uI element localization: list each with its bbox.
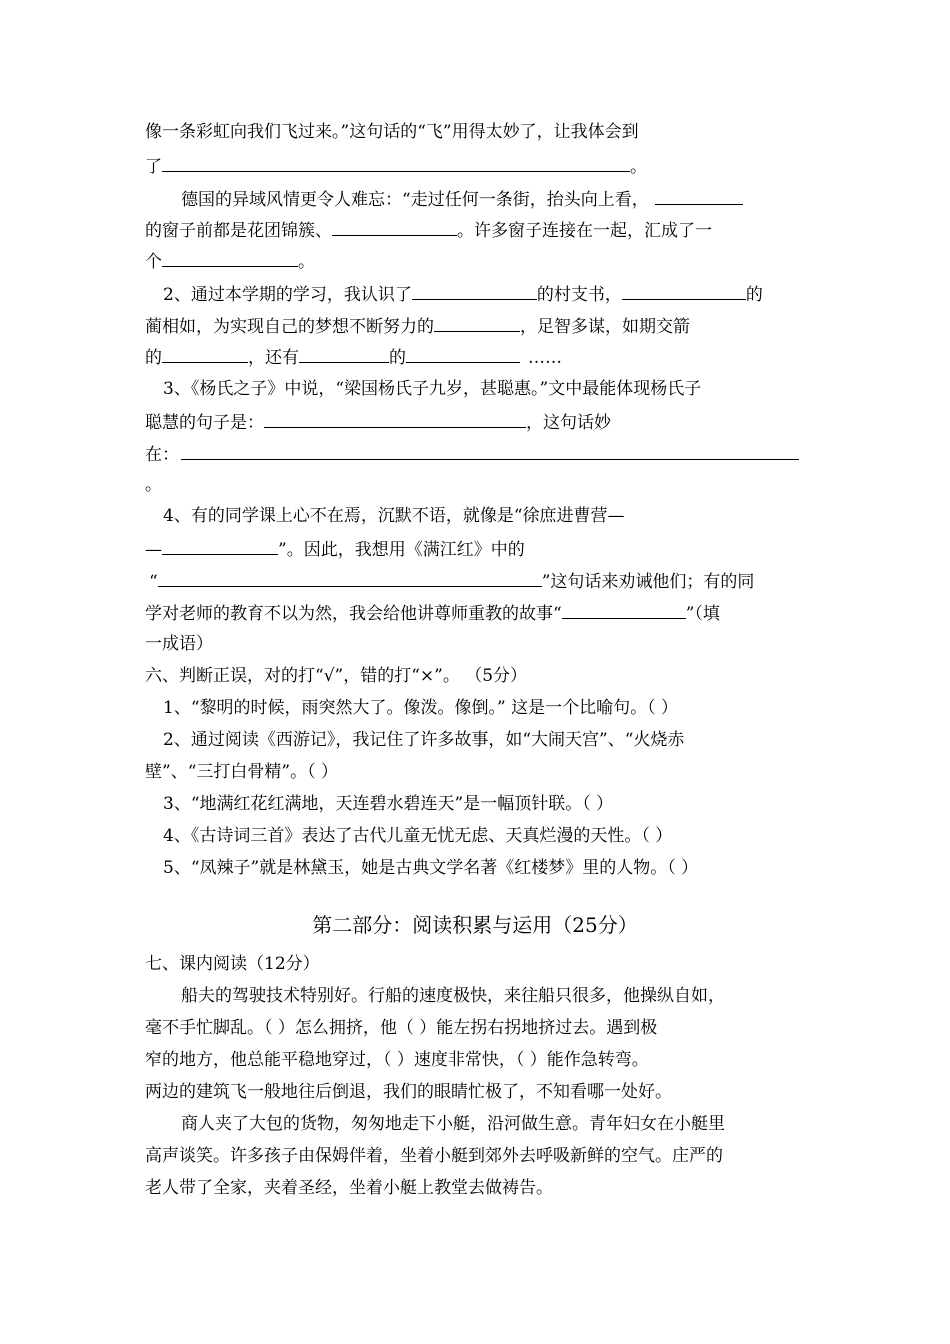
- text: 4、《古诗词三首》表达了古代儿童无忧无虑、天真烂漫的天性。（ ）: [163, 826, 673, 846]
- text: 七、课内阅读（12分）: [145, 954, 320, 974]
- text-line: [145, 313, 690, 337]
- answer-blank[interactable]: [434, 313, 520, 332]
- reading-line: [181, 984, 725, 1008]
- answer-blank[interactable]: [264, 409, 526, 428]
- text: 的村支书，: [536, 285, 622, 305]
- text: 一成语）: [145, 634, 213, 654]
- text: ，还有: [248, 348, 299, 368]
- text: ……: [528, 348, 562, 368]
- text: 4、有的同学课上心不在焉，沉默不语，就像是“徐庶进曹营—: [163, 506, 625, 526]
- text: ”。因此，我想用《满江红》中的: [278, 540, 525, 560]
- section-6-title: [145, 664, 527, 688]
- text: 。: [145, 475, 162, 495]
- judge-item-2[interactable]: [163, 728, 684, 752]
- text: 的: [389, 348, 406, 368]
- text-line: [145, 217, 712, 241]
- text-line: [145, 120, 639, 144]
- text: 。许多窗子连接在一起，汇成了一: [457, 221, 712, 241]
- text: 个: [145, 252, 162, 272]
- reading-line: [145, 1144, 723, 1168]
- judge-item-3[interactable]: [163, 792, 613, 816]
- answer-blank[interactable]: [162, 248, 298, 267]
- answer-blank[interactable]: [299, 344, 389, 363]
- judge-item-2-cont[interactable]: [145, 760, 338, 784]
- text: 的: [145, 348, 162, 368]
- text: 2、通过本学期的学习，我认识了: [163, 285, 412, 305]
- answer-blank[interactable]: [332, 217, 457, 236]
- text: 3、《杨氏之子》中说，“梁国杨氏子九岁，甚聪惠。”文中最能体现杨氏子: [163, 379, 702, 399]
- answer-blank[interactable]: [158, 568, 542, 587]
- reading-line: [181, 1112, 725, 1136]
- section-7-title: [145, 952, 320, 976]
- text: ”这句话来劝诫他们；有的同: [541, 572, 755, 592]
- answer-blank[interactable]: [162, 344, 248, 363]
- question-2: [163, 281, 763, 305]
- text-line: [145, 441, 799, 465]
- reading-line: [145, 1176, 553, 1200]
- part-2-title: [0, 911, 950, 939]
- text: 毫不手忙脚乱。（ ）怎么拥挤，他（ ）能左拐右拐地挤过去。遇到极: [145, 1018, 658, 1038]
- text: 。: [630, 157, 647, 177]
- text: 像一条彩虹向我们飞过来。”这句话的“飞”用得太妙了，让我体会到: [145, 122, 639, 142]
- text: ，足智多谋，如期交箭: [520, 317, 690, 337]
- answer-blank[interactable]: [162, 153, 630, 172]
- text: 窄的地方，他总能平稳地穿过，（ ）速度非常快，（ ）能作急转弯。: [145, 1050, 649, 1070]
- text: —: [145, 540, 162, 560]
- text: 蔺相如，为实现自己的梦想不断努力的: [145, 317, 434, 337]
- text-line: [145, 600, 720, 624]
- question-4: [163, 504, 625, 528]
- text: 2、通过阅读《西游记》，我记住了许多故事，如“大闹天宫”、“火烧赤: [163, 730, 685, 750]
- text: 聪慧的句子是：: [145, 413, 264, 433]
- text: 学对老师的教育不以为然，我会给他讲尊师重教的故事“: [145, 604, 562, 624]
- text: 德国的异域风情更令人难忘：“走过任何一条街，抬头向上看，: [181, 190, 649, 210]
- answer-blank[interactable]: [655, 186, 743, 205]
- answer-blank[interactable]: [162, 536, 278, 555]
- text: 六、判断正误，对的打“√”，错的打“×”。 （5分）: [145, 666, 528, 686]
- text-line: [149, 568, 754, 592]
- text: “: [149, 572, 158, 592]
- text: 了: [145, 157, 162, 177]
- text: 的窗子前都是花团锦簇、: [145, 221, 332, 241]
- text-line: [145, 409, 611, 433]
- text: ”（填: [685, 604, 720, 624]
- text: 船夫的驾驶技术特别好。行船的速度极快，来往船只很多，他操纵自如，: [181, 986, 725, 1006]
- answer-blank[interactable]: [406, 344, 520, 363]
- text: 两边的建筑飞一般地往后倒退，我们的眼睛忙极了，不知看哪一处好。: [145, 1082, 672, 1102]
- text: ，这句话妙: [526, 413, 611, 433]
- text: 商人夹了大包的货物，匆匆地走下小艇，沿河做生意。青年妇女在小艇里: [181, 1114, 725, 1134]
- text: 壁”、“三打白骨精”。（ ）: [145, 762, 338, 782]
- answer-blank[interactable]: [181, 441, 799, 460]
- answer-blank[interactable]: [412, 281, 537, 300]
- text: 在：: [145, 445, 179, 465]
- text: 第二部分：阅读积累与运用（25分）: [312, 913, 638, 937]
- text-line: [145, 153, 647, 177]
- judge-item-1[interactable]: [163, 696, 678, 720]
- text-line: [145, 473, 162, 497]
- text: 5、“凤辣子”就是林黛玉，她是古典文学名著《红楼梦》里的人物。（ ）: [163, 858, 699, 878]
- reading-line: [145, 1080, 672, 1104]
- judge-item-4[interactable]: [163, 824, 672, 848]
- judge-item-5[interactable]: [163, 856, 698, 880]
- reading-line: [145, 1048, 649, 1072]
- text-line: [145, 248, 315, 272]
- text: 3、“地满红花红满地，天连碧水碧连天”是一幅顶针联。（ ）: [163, 794, 614, 814]
- text: 。: [298, 252, 315, 272]
- text: 高声谈笑。许多孩子由保姆伴着，坐着小艇到郊外去呼吸新鲜的空气。庄严的: [145, 1146, 723, 1166]
- text-line: [145, 536, 525, 560]
- reading-line: [145, 1016, 657, 1040]
- text-line: [145, 632, 213, 656]
- text-line: [181, 186, 743, 210]
- question-3: [163, 377, 701, 401]
- text: 老人带了全家，夹着圣经，坐着小艇上教堂去做祷告。: [145, 1178, 553, 1198]
- answer-blank[interactable]: [622, 281, 746, 300]
- answer-blank[interactable]: [562, 600, 686, 619]
- text: 1、“黎明的时候，雨突然大了。像泼。像倒。” 这是一个比喻句。（ ）: [163, 698, 679, 718]
- text: 的: [745, 285, 763, 305]
- text-line: [145, 344, 562, 368]
